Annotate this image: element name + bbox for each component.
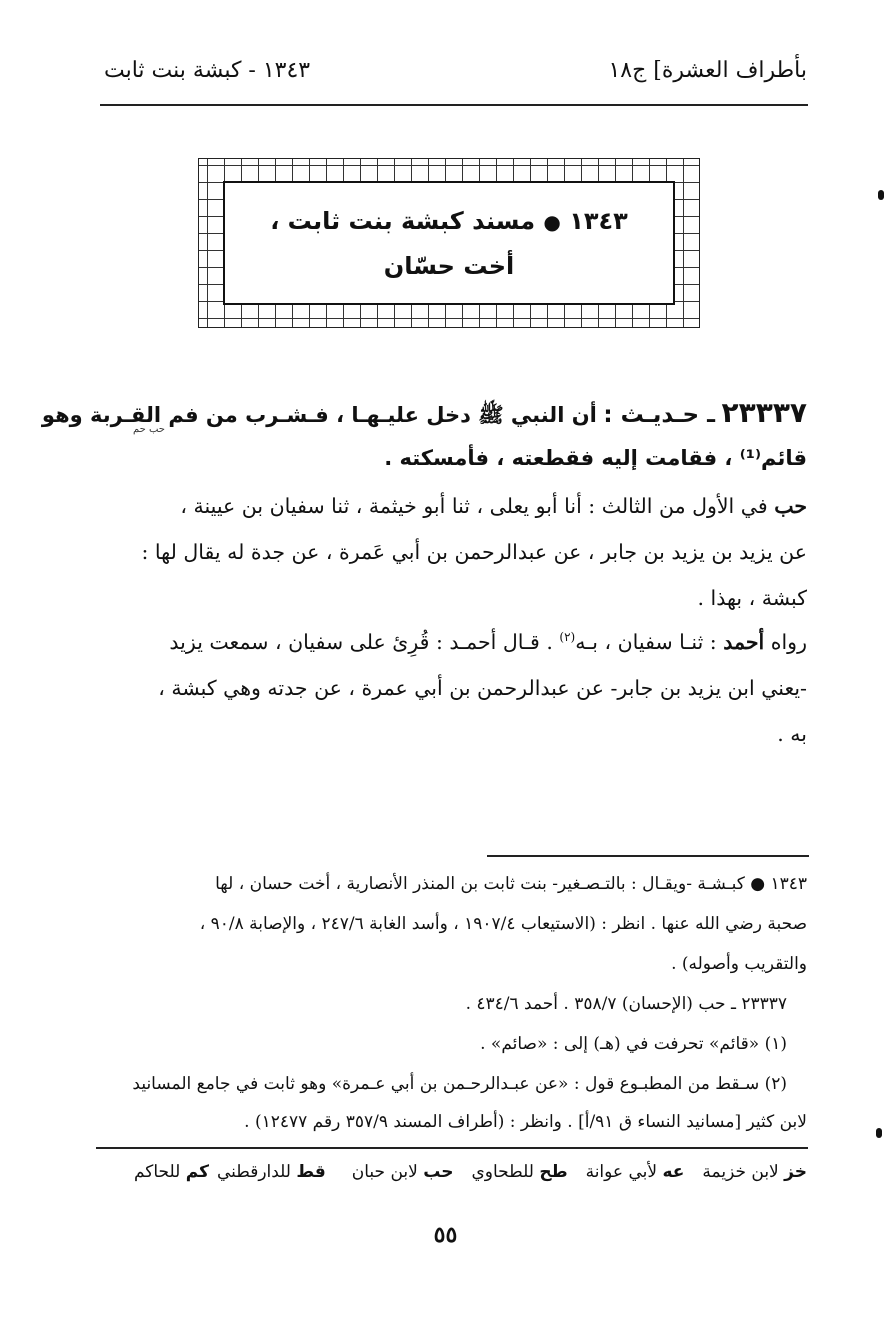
abbr-item: طح للطحاوي: [471, 1162, 568, 1182]
abbr-item: قط للدارقطني: [216, 1162, 326, 1182]
source-code-hb: حب: [774, 494, 807, 518]
footnote-ref-2: (٢): [559, 630, 576, 645]
bullet-icon: ●: [543, 209, 561, 234]
abbreviation-legend: [100, 1162, 807, 1182]
hadith-line-1: ٢٣٣٣٧ ـ حـديـث : أن النبي ﷺ دخل عليـهـا ، فـشـرب من فم القـربة وهو: [41, 396, 807, 429]
body-p2-prefix: رواه: [770, 630, 807, 654]
body-p1-line-1: [180, 494, 807, 518]
footnote-3: (١) «قائم» تحرفت في (هـ) إلى : «صائم» .: [480, 1034, 787, 1054]
title-box: [223, 181, 675, 305]
hadith-text-1: أن النبي ﷺ دخل عليـهـا ، فـشـرب من فم القـربة وهو: [41, 403, 597, 427]
footnote-4-line-1: (٢) سـقط من المطبـوع قول : «عن عبـدالرحـمن بن أبي عـمرة» وهو ثابت في جامع المسانيد: [132, 1074, 787, 1094]
title-line-1: [270, 199, 628, 244]
body-p2-line-2: -يعني ابن يزيد بن جابر- عن عبدالرحمن بن أبي عمرة ، عن جدته وهي كبشة ،: [158, 676, 807, 700]
ornamental-title-frame: [198, 158, 700, 328]
margin-marker-bottom: [876, 1128, 882, 1138]
footnote-1-line-3: والتقريب وأصوله) .: [671, 954, 807, 974]
hadith-number: ٢٣٣٣٧: [721, 396, 807, 429]
body-p2-name: أحمد: [723, 630, 765, 654]
body-p2-line-3: به .: [777, 722, 807, 746]
running-header-section: ١٣٤٣ - كبشة بنت ثابت: [104, 58, 311, 83]
footnote-4-line-2: لابن كثير [مسانيد النساء ق ٩١/أ] . وانظر : (أطراف المسند ٣٥٧/٩ رقم ١٢٤٧٧) .: [244, 1112, 807, 1132]
title-line-2: أخت حسّان: [383, 251, 515, 280]
footnote-rule: [487, 855, 809, 857]
page-number: ٥٥: [433, 1222, 458, 1248]
body-p2-text-b: . قـال أحمـد : قُرِئ على سفيان ، سمعت يزيد: [169, 630, 553, 654]
body-p1-line-3: كبشة ، بهذا .: [697, 586, 807, 610]
footnote-2: ٢٣٣٣٧ ـ حب (الإحسان) ٣٥٨/٧ . أحمد ٤٣٤/٦ .: [465, 994, 787, 1014]
abbr-item: حب لابن حبان: [351, 1162, 454, 1182]
body-p2-line-1: [169, 630, 807, 654]
title-text: مسند كبشة بنت ثابت ،: [270, 206, 536, 235]
abbr-item: عه لأبي عوانة: [585, 1162, 685, 1182]
abbreviation-rule: [96, 1147, 808, 1149]
abbr-item: كم للحاكم: [133, 1162, 209, 1182]
body-p1-line-2: عن يزيد بن يزيد بن جابر ، عن عبدالرحمن بن أبي عَمرة ، عن جدة له يقال لها :: [141, 540, 807, 564]
header-rule: [100, 104, 808, 106]
title-number: ١٣٤٣: [569, 206, 628, 235]
running-header-book: بأطراف العشرة] ج١٨: [608, 58, 807, 83]
hadith-margin-codes: حب حم: [132, 424, 165, 435]
footnote-1-line-1: ١٣٤٣ ● كبـشـة -ويقـال : بالتـصـغير- بنت ثابت بن المنذر الأنصارية ، أخت حسان ، لها: [215, 874, 807, 894]
hadith-label: حـديـث :: [603, 402, 700, 428]
body-p1-text-1: في الأول من الثالث : أنا أبو يعلى ، ثنا أبو خيثمة ، ثنا سفيان بن عيينة ،: [180, 494, 768, 518]
hadith-text-2: قائم⁽¹⁾ ، فقامت إليه فقطعته ، فأمسكته .: [384, 446, 807, 470]
footnote-1-line-2: صحبة رضي الله عنها . انظر : (الاستيعاب ١٩٠٧/٤ ، وأسد الغابة ٢٤٧/٦ ، والإصابة ٩٠/٨ ،: [199, 914, 807, 934]
margin-marker: [878, 190, 884, 200]
abbr-item: خز لابن خزيمة: [702, 1162, 807, 1182]
body-p2-text-a: : ثنـا سفيان ، بـه: [575, 630, 717, 654]
